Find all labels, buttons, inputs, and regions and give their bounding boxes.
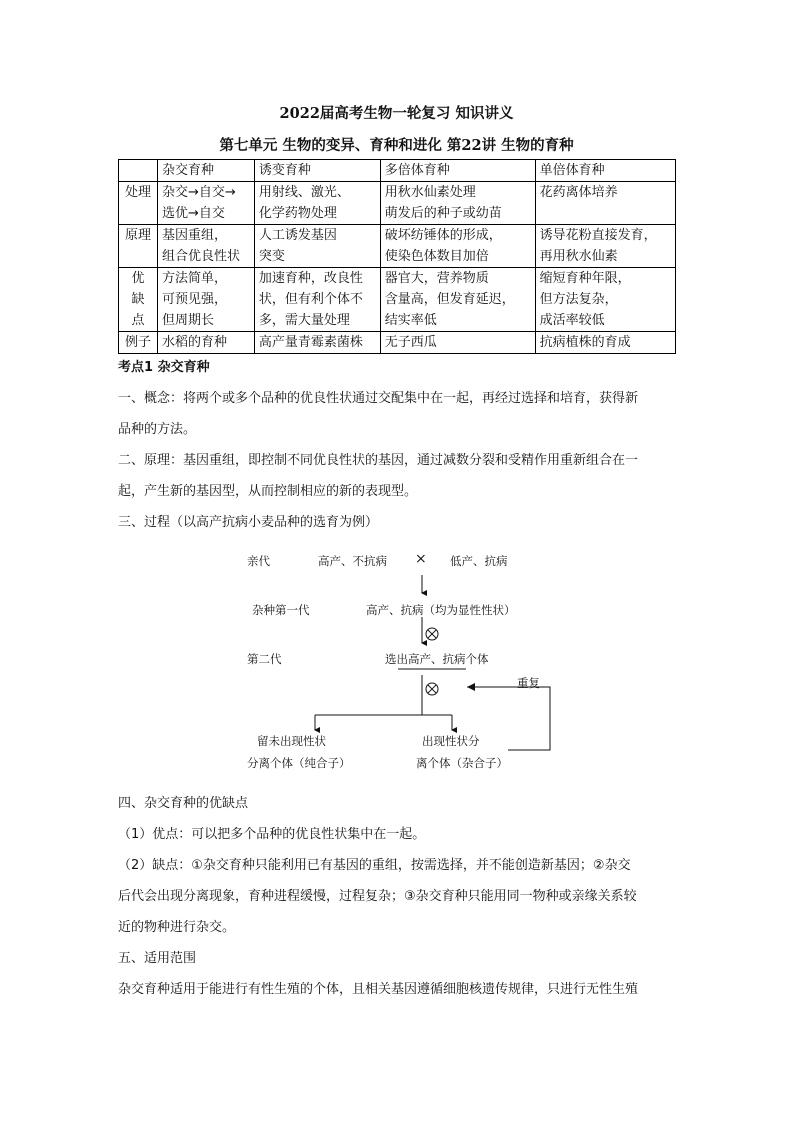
cell-text: 组合优良性状 xyxy=(162,249,241,264)
body-text-2 xyxy=(118,788,678,1005)
cell-text: 成活率较低 xyxy=(539,313,605,328)
cell-text: 加速育种，改良性 xyxy=(258,271,363,286)
right-outcome-line-1: 出现性状分 xyxy=(422,734,480,748)
table-cell xyxy=(158,268,255,332)
table-cell xyxy=(254,225,380,268)
row-label-text: 优 xyxy=(131,271,145,286)
cell-text: 状，但有利个体不 xyxy=(258,292,363,307)
cell-text: 高产量青霉素菌株 xyxy=(258,335,363,350)
cell-text: 人工诱发基因 xyxy=(258,228,337,243)
table-header-cell: 单倍体育种 xyxy=(535,160,675,182)
lesson-subtitle: 第七单元 生物的变异、育种和进化 第22讲 生物的育种 xyxy=(219,137,574,154)
right-outcome-line-2: 离个体（杂合子） xyxy=(416,756,508,770)
table-header-cell xyxy=(119,160,158,182)
cross-symbol: × xyxy=(415,551,427,567)
breeding-comparison-table xyxy=(118,159,676,354)
row-label xyxy=(119,332,158,354)
table-cell xyxy=(535,268,675,332)
table-cell xyxy=(254,182,380,225)
concept-line-1: 一、概念：将两个或多个品种的优良性状通过交配集中在一起，再经过选择和培育，获得新 xyxy=(118,391,639,406)
section-heading: 考点1 杂交育种 xyxy=(118,360,210,375)
cell-text: 可预见强， xyxy=(162,292,228,307)
table-row xyxy=(119,225,676,268)
f1-label: 杂种第一代 xyxy=(252,603,310,617)
table-header-cell: 杂交育种 xyxy=(158,160,255,182)
principle-line-2: 起，产生新的基因型，从而控制相应的新的表现型。 xyxy=(118,484,418,499)
row-label-text: 缺 xyxy=(131,292,145,307)
row-label-text: 点 xyxy=(131,313,145,328)
left-outcome-line-1: 留未出现性状 xyxy=(257,734,326,748)
table-cell xyxy=(254,332,380,354)
cell-text: 器官大，营养物质 xyxy=(384,271,489,286)
cell-text: 水稻的育种 xyxy=(162,335,228,350)
cell-text: 杂交→自交→ xyxy=(162,185,236,200)
body-text xyxy=(118,352,678,538)
cell-text: 使染色体数目加倍 xyxy=(384,249,489,264)
table-header-row xyxy=(119,160,676,182)
cons-line-1: （2）缺点：①杂交育种只能利用已有基因的重组，按需选择，并不能创造新基因；②杂交 xyxy=(118,858,631,873)
page-title: 2022届高考生物一轮复习 知识讲义 xyxy=(279,105,514,122)
cell-text: 化学药物处理 xyxy=(258,206,337,221)
parent-2: 低产、抗病 xyxy=(450,554,508,568)
table-cell xyxy=(254,268,380,332)
cons-line-2: 后代会出现分离现象，育种进程缓慢，过程复杂；③杂交育种只能用同一物种或亲缘关系较 xyxy=(118,889,637,904)
f2-label: 第二代 xyxy=(247,652,282,666)
parent-label: 亲代 xyxy=(247,554,270,568)
cell-text: 含量高，但发育延迟， xyxy=(384,292,515,307)
row-label-text: 例子 xyxy=(124,335,151,350)
row-label-text: 原理 xyxy=(124,228,151,243)
row-label xyxy=(119,182,158,225)
pros-cons-heading: 四、杂交育种的优缺点 xyxy=(118,796,249,811)
cell-text: 但周期长 xyxy=(162,313,215,328)
table-row xyxy=(119,268,676,332)
parent-1: 高产、不抗病 xyxy=(318,554,387,568)
cell-text: 结实率低 xyxy=(384,313,437,328)
table-header-cell: 多倍体育种 xyxy=(380,160,535,182)
cell-text: 花药离体培养 xyxy=(539,185,618,200)
table-cell xyxy=(535,332,675,354)
cell-text: 破坏纺锤体的形成， xyxy=(384,228,502,243)
row-label xyxy=(119,268,158,332)
process-heading: 三、过程（以高产抗病小麦品种的选育为例） xyxy=(118,515,379,530)
table-cell xyxy=(535,182,675,225)
cell-text: 选优→自交 xyxy=(162,206,225,221)
concept-line-2: 品种的方法。 xyxy=(118,422,197,437)
left-outcome-line-2: 分离个体（纯合子） xyxy=(247,756,351,770)
table-cell xyxy=(535,225,675,268)
cons-line-3: 近的物种进行杂交。 xyxy=(118,920,236,935)
table-row xyxy=(119,182,676,225)
pros-line: （1）优点：可以把多个品种的优良性状集中在一起。 xyxy=(118,827,426,842)
cell-text: 用秋水仙素处理 xyxy=(384,185,476,200)
table-cell xyxy=(380,332,535,354)
repeat-label: 重复 xyxy=(517,676,540,690)
table-cell xyxy=(380,225,535,268)
scope-line: 杂交育种适用于能进行有性生殖的个体，且相关基因遵循细胞核遗传规律，只进行无性生殖 xyxy=(118,982,639,997)
table-cell xyxy=(158,182,255,225)
breeding-process-diagram xyxy=(230,545,560,780)
cell-text: 无子西瓜 xyxy=(384,335,437,350)
cell-text: 基因重组， xyxy=(162,228,228,243)
table-cell xyxy=(380,268,535,332)
f2-desc: 选出高产、抗病个体 xyxy=(385,652,489,666)
cell-text: 多，需大量处理 xyxy=(258,313,350,328)
table-header-cell: 诱变育种 xyxy=(254,160,380,182)
cell-text: 萌发后的种子或幼苗 xyxy=(384,206,502,221)
cell-text: 突变 xyxy=(258,249,285,264)
repeat-arrowhead xyxy=(467,683,475,691)
table-cell xyxy=(380,182,535,225)
f1-desc: 高产、抗病（均为显性性状） xyxy=(366,603,516,617)
table-row xyxy=(119,332,676,354)
table-cell xyxy=(158,225,255,268)
cell-text: 但方法复杂， xyxy=(539,292,618,307)
row-label-text: 处理 xyxy=(124,185,151,200)
cell-text: 诱导花粉直接发育， xyxy=(539,228,657,243)
cell-text: 抗病植株的育成 xyxy=(539,335,631,350)
principle-line-1: 二、原理：基因重组，即控制不同优良性状的基因，通过减数分裂和受精作用重新组合在一 xyxy=(118,453,639,468)
table-cell xyxy=(158,332,255,354)
cell-text: 用射线、激光、 xyxy=(258,185,350,200)
cell-text: 再用秋水仙素 xyxy=(539,249,618,264)
row-label xyxy=(119,225,158,268)
cell-text: 方法简单， xyxy=(162,271,228,286)
scope-heading: 五、适用范围 xyxy=(118,951,197,966)
cell-text: 缩短育种年限， xyxy=(539,271,631,286)
